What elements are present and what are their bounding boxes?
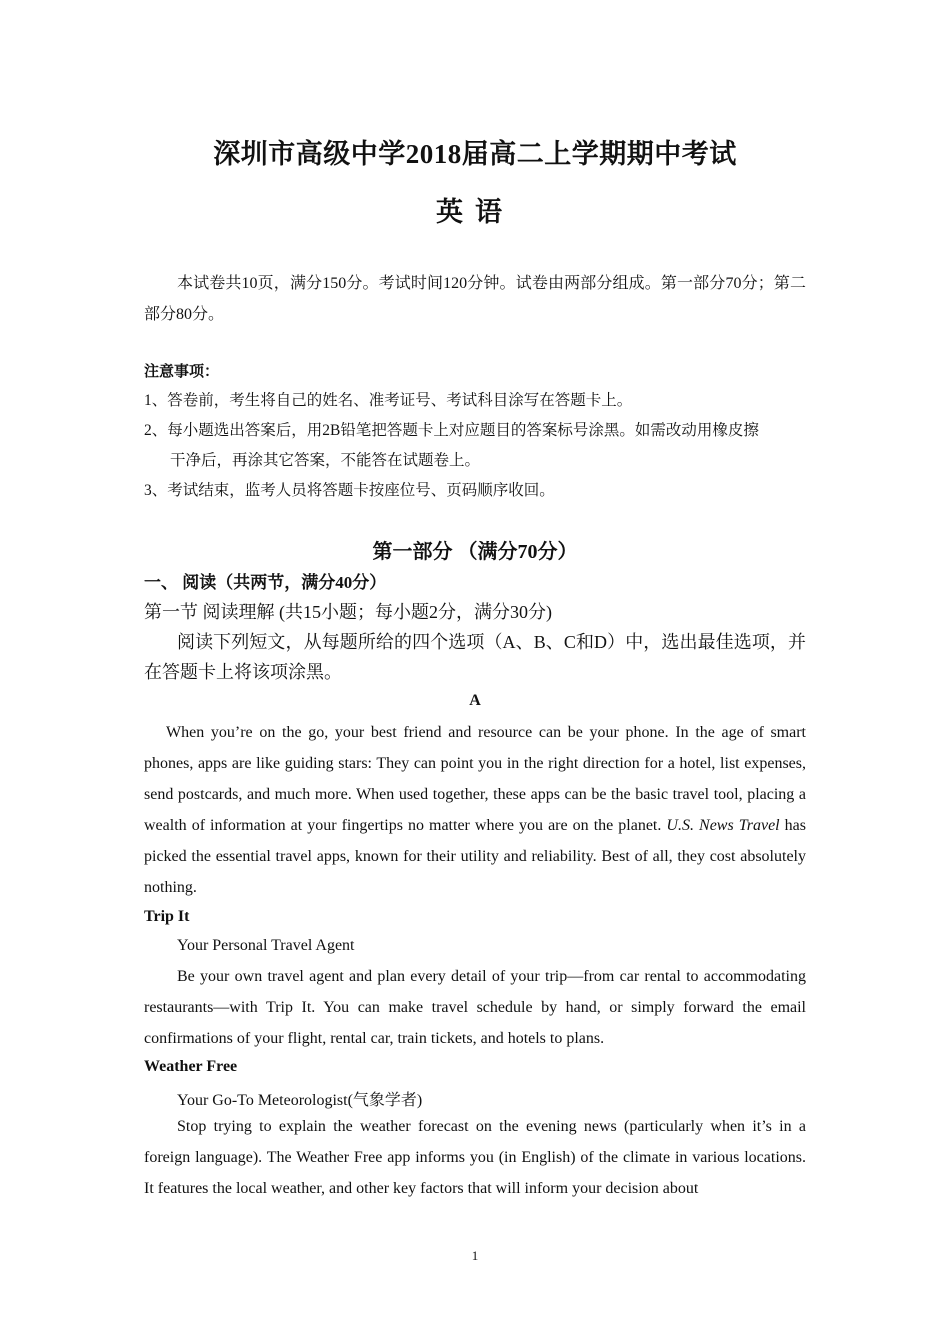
app-heading-weather-free: Weather Free — [144, 1058, 238, 1075]
notes-title: 注意事项： — [144, 364, 220, 380]
passage-paragraph-1-text: When you’re on the go, your best friend and resource can be your phone. In the age of smart phones, apps are like guiding stars: They can point you in the right direction for a hotel, list expenses, send postcards, and much more. When used together, these apps can be the basic travel tool, placing a wealth of information at your fingertips no matter where you are on the planet. — [144, 724, 806, 834]
passage-paragraph-3: Stop trying to explain the weather forecast on the evening news (particularly when it’s in a foreign language). The Weather Free app informs you (in English) of the climate in various locations. It features the local weather, and other key factors that will inform your decision about — [144, 1118, 806, 1197]
app-heading-trip-it: Trip It — [144, 908, 190, 925]
note-item-1: 1、答卷前，考生将自己的姓名、准考证号、考试科目涂写在答题卡上。 — [144, 392, 633, 409]
reading-instruction: 阅读下列短文，从每题所给的四个选项（A、B、C和D）中，选出最佳选项，并在答题卡上将该项涂黑。 — [144, 632, 806, 682]
passage-paragraph-1-end: has picked the essential travel apps, known for their utility and reliability. Best of all, they cost absolutely nothing. — [144, 817, 806, 896]
note-item-3: 3、考试结束，监考人员将答题卡按座位号、页码顺序收回。 — [144, 482, 555, 499]
note-item-2-cont: 干净后，再涂其它答案，不能答在试题卷上。 — [170, 452, 481, 469]
part-one-title: 第一部分 （满分70分） — [372, 541, 578, 563]
exam-title: 深圳市高级中学2018届高二上学期期中考试 — [213, 139, 737, 169]
app-tagline-weather-free: Your Go-To Meteorologist(气象学者) — [177, 1092, 423, 1109]
page-number: 1 — [471, 1248, 479, 1263]
section-subheading: 第一节 阅读理解 (共15小题；每小题2分，满分30分) — [144, 602, 552, 622]
exam-intro: 本试卷共10页，满分150分。考试时间120分钟。试卷由两部分组成。第一部分70分；第二部分80分。 — [144, 275, 806, 323]
passage-paragraph-1 — [144, 717, 806, 903]
app-tagline-trip-it: Your Personal Travel Agent — [177, 937, 355, 954]
passage-paragraph-2: Be your own travel agent and plan every detail of your trip—from car rental to accommodating restaurants—with Trip It. You can make travel schedule by hand, or simply forward the email confirmations of your flight, rental car, train tickets, and hotels to plans. — [144, 968, 806, 1047]
exam-subject: 英语 — [436, 197, 514, 227]
section-heading: 一、 阅读（共两节，满分40分） — [144, 573, 387, 592]
publication-name: U.S. News Travel — [666, 817, 780, 834]
passage-label: A — [469, 692, 481, 709]
note-item-2: 2、每小题选出答案后，用2B铅笔把答题卡上对应题目的答案标号涂黑。如需改动用橡皮擦 — [144, 422, 759, 439]
